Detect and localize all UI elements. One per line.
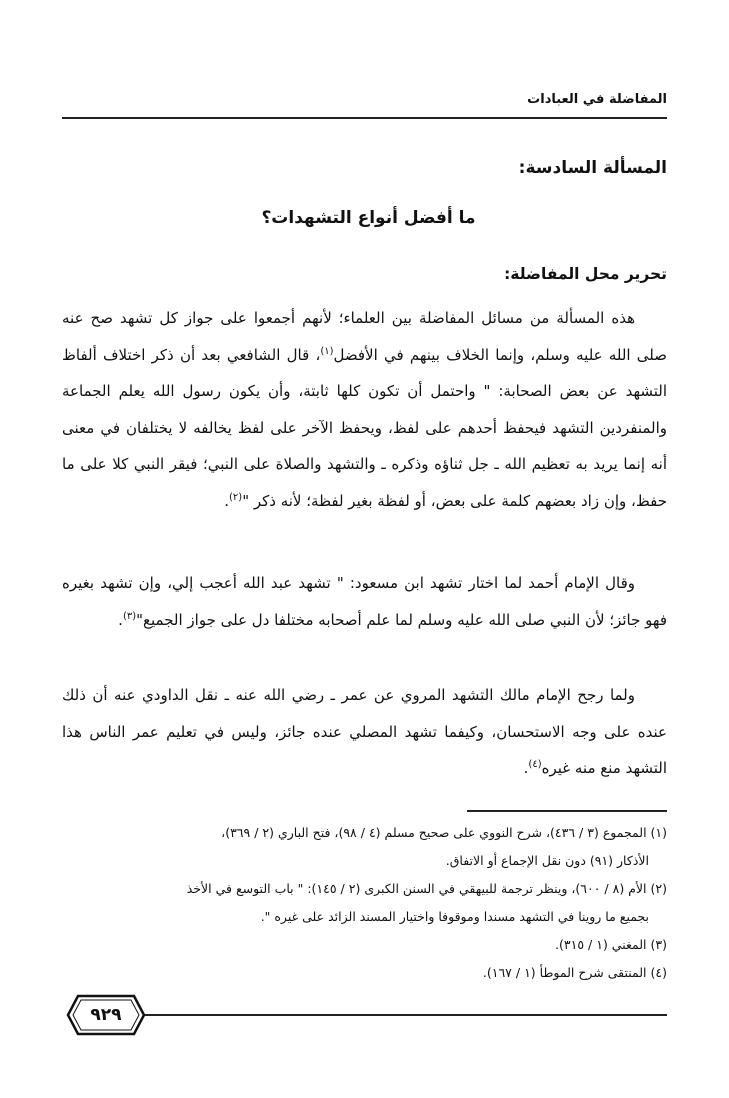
page-number-badge — [66, 994, 146, 1036]
paragraph-ahmad — [62, 565, 667, 638]
paragraph-text: . — [523, 759, 529, 777]
paragraph-text: هذه المسألة من مسائل المفاضلة بين العلماء؛ لأنهم أجمعوا على جواز كل تشهد صح عنه صلى الله عليه وسلم، وإنما الخلاف بينهم في الأفضل — [62, 309, 667, 364]
header-rule — [62, 117, 667, 119]
footnote-ref: (٣) — [122, 610, 137, 622]
folio-rule — [140, 1014, 667, 1016]
section-label: المسألة السادسة: — [518, 158, 667, 178]
footnote-ref: (٢) — [229, 491, 243, 503]
paragraph-text: ، قال الشافعي بعد أن ذكر اختلاف ألفاظ التشهد عن بعض الصحابة: " واحتمل أن تكون كلها ثابتة، وأن يكون رسول الله يعلم الجماعة والمنفردين التشهد فيحفظ أحدهم على لفظ، ويحفظ الآخر على لفظ يخالفه لا يختلفان في معنى أنه إنما يريد به تعظيم الله ـ جل ثناؤه وذكره ـ والتشهد والصلاة على النبي؛ فيقر النبي كلا على ما حفظ، وإن زاد بعضهم كلمة على بعض، أو لفظة بغير لفظة؛ لأنه ذكر " — [62, 345, 667, 510]
paragraph-text: ولما رجح الإمام مالك التشهد المروي عن عمر ـ رضي الله عنه ـ نقل الداودي عنه أن ذلك عنده على وجه الاستحسان، وكيفما تشهد المصلي عنده جائز، وليس في تعليم عمر الناس هذا التشهد منع منه غيره — [62, 686, 667, 777]
paragraph-text: . — [118, 610, 123, 629]
footnote-line: (١) المجموع (٣ / ٤٣٦)، شرح النووي على صحيح مسلم (٤ / ٩٨)، فتح الباري (٢ / ٣٦٩)، — [221, 825, 667, 840]
footnote-line: الأذكار (٩١) دون نقل الإجماع أو الاتفاق. — [445, 853, 649, 868]
footnotes — [62, 819, 667, 987]
paragraph-text: وقال الإمام أحمد لما اختار تشهد ابن مسعود: " تشهد عبد الله أعجب إلي، وإن تشهد بغيره فهو جائز؛ لأن النبي صلى الله عليه وسلم لما علم أصحابه مختلفا دل على جواز الجميع" — [62, 574, 667, 629]
paragraph-malik — [62, 677, 667, 787]
paragraph-text: . — [224, 491, 229, 510]
footnote-ref: (٤) — [528, 759, 542, 770]
page-number: ٩٢٩ — [90, 1005, 122, 1025]
paragraph-shafii — [62, 300, 667, 519]
footnote-line: بجميع ما روينا في التشهد مسندا وموقوفا واختيار المسند الزائد على غيره ". — [260, 909, 649, 924]
footnote-ref: (١) — [320, 345, 334, 357]
footnote-line: (٤) المنتقى شرح الموطأ (١ / ١٦٧). — [482, 965, 667, 980]
footnote-rule — [467, 810, 667, 812]
sub-heading: تحرير محل المفاضلة: — [504, 265, 667, 283]
question-heading: ما أفضل أنواع التشهدات؟ — [261, 208, 476, 228]
running-header: المفاضلة في العبادات — [527, 92, 667, 107]
footnote-line: (٢) الأم (٨ / ٦٠٠)، وينظر ترجمة للبيهقي في السنن الكبرى (٢ / ١٤٥): " باب التوسع في الأخذ — [186, 881, 667, 896]
footnote-line: (٣) المغني (١ / ٣١٥). — [555, 937, 667, 952]
